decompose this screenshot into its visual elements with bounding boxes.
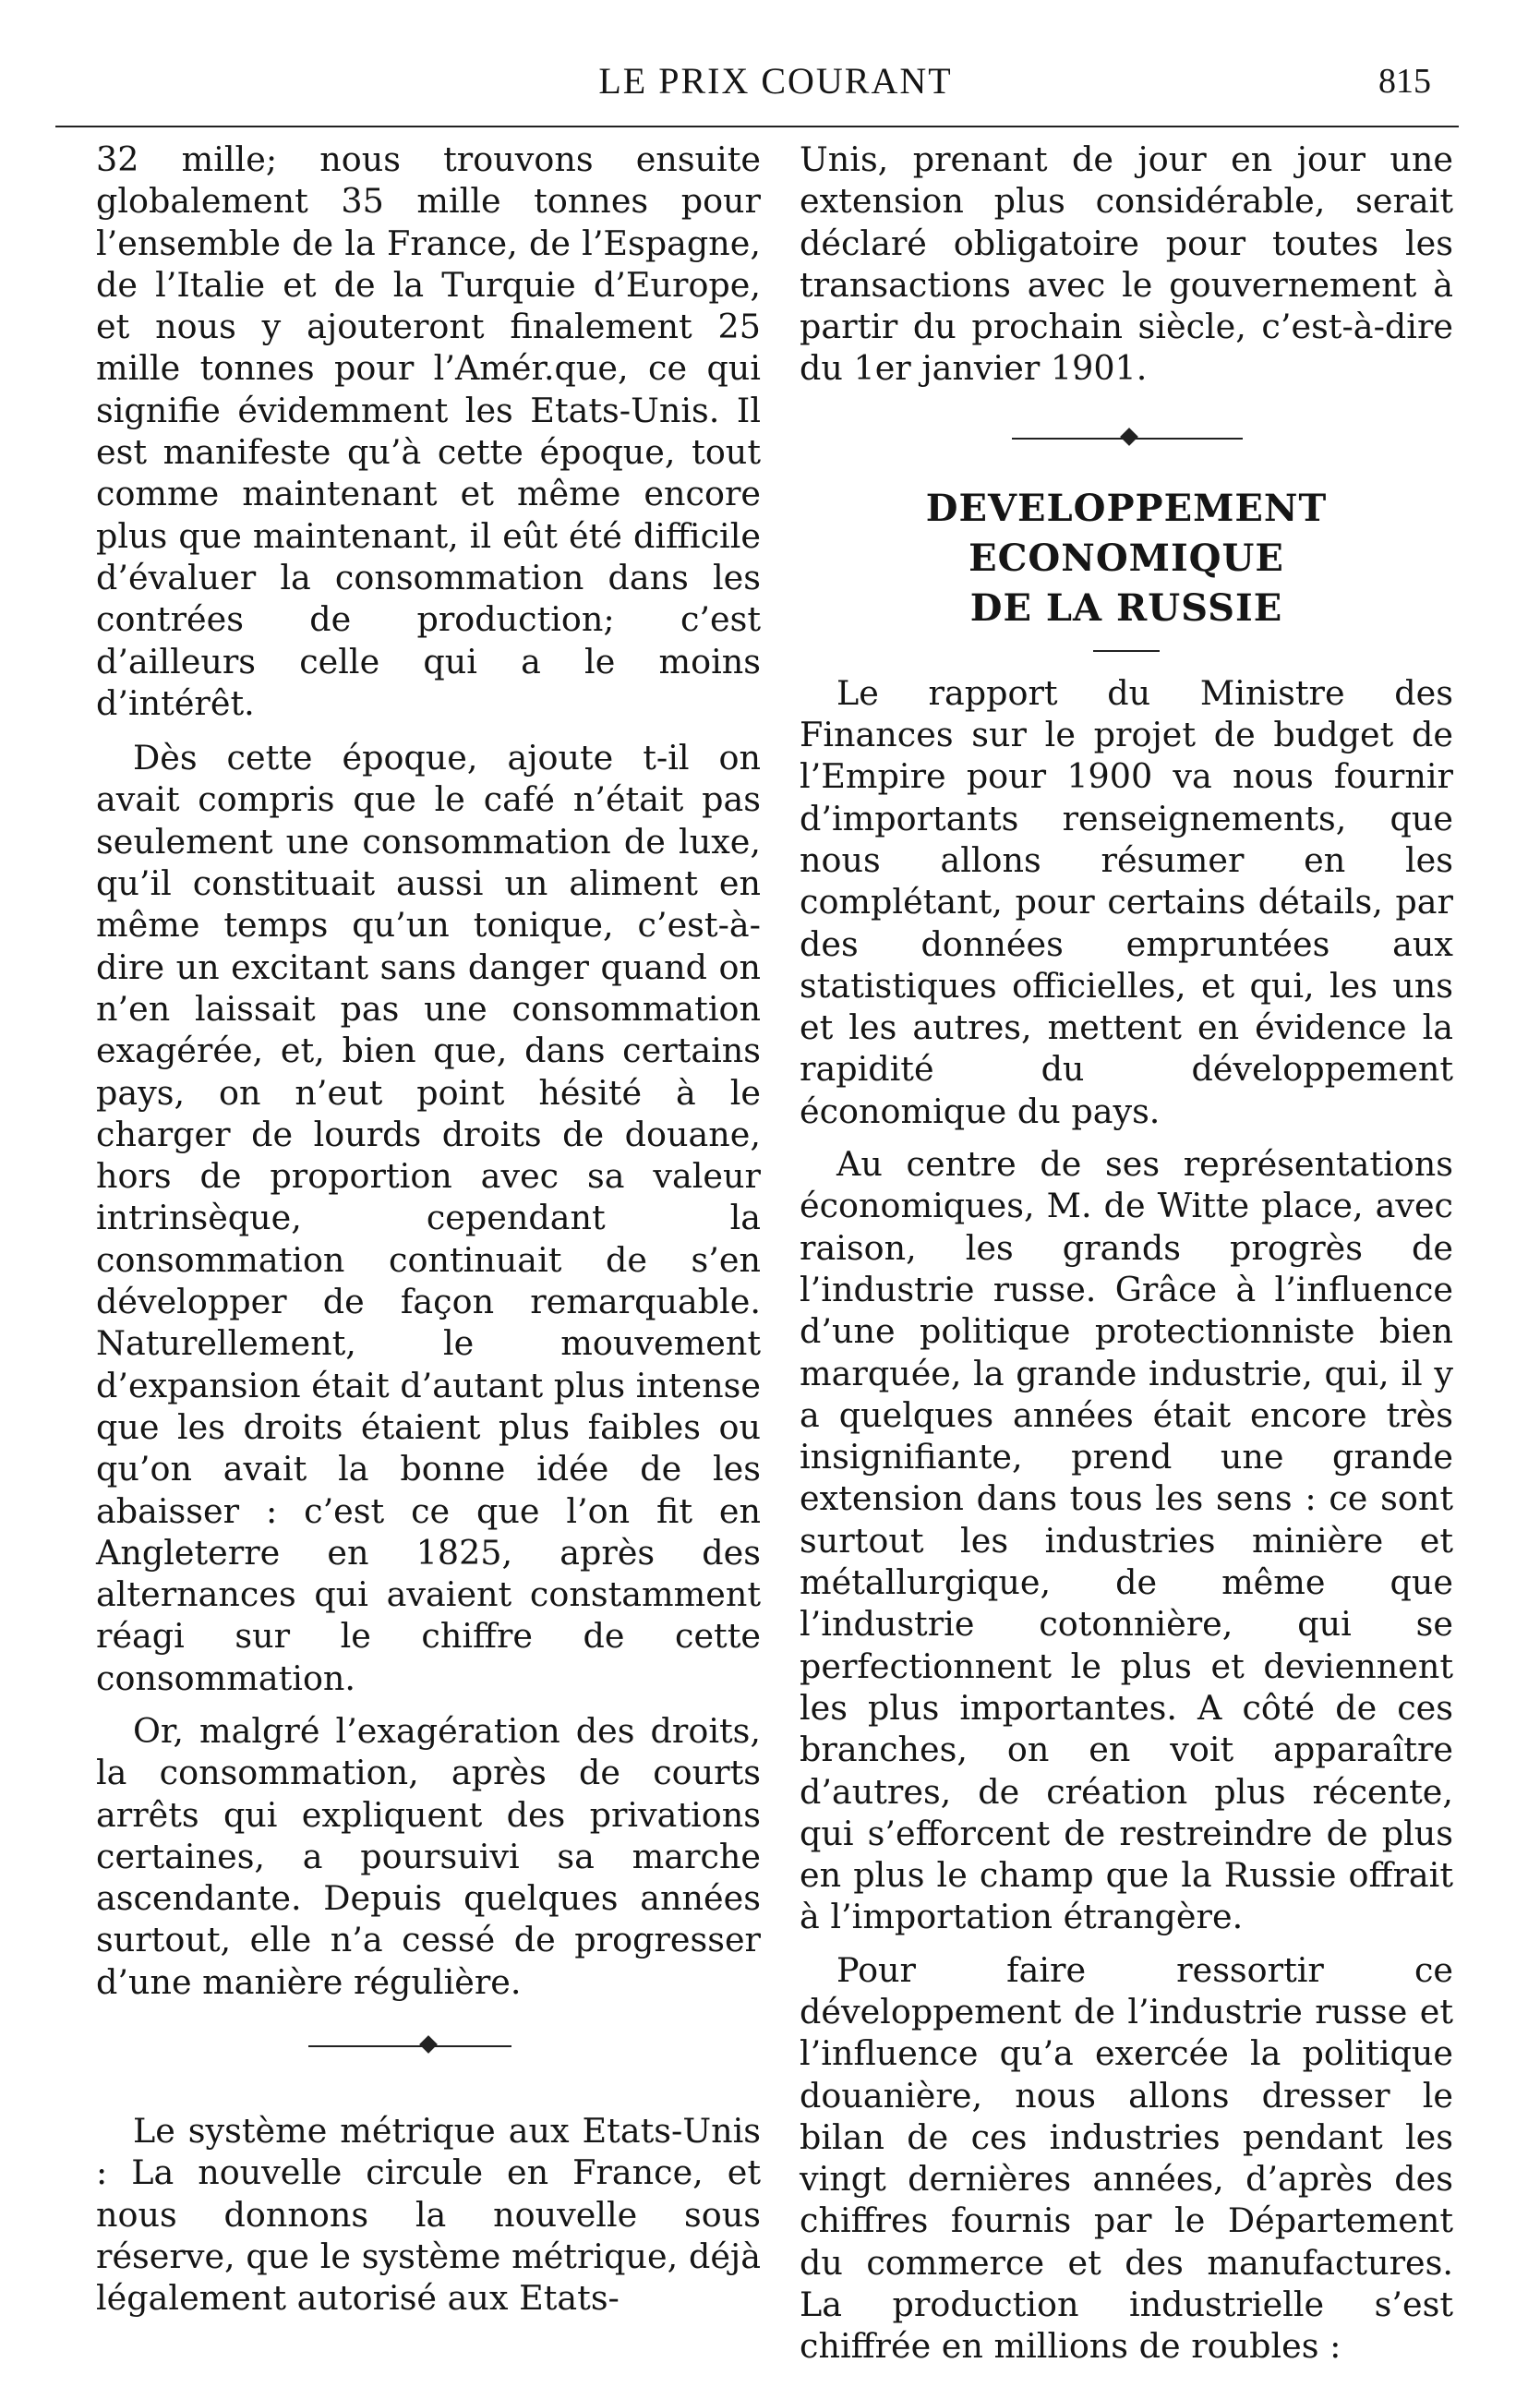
paragraph-metric-system: Le système métrique aux Etats-Unis : La nouvelle circule en France, et nous donnons la nouvelle sous réserve, que le système métrique, déjà légalement autorisé aux Etats- (96, 2111, 761, 2319)
section-divider-ornament-right (800, 417, 1453, 462)
paragraph-coffee-progress: Or, malgré l’exagération des droits, la consommation, après de courts arrêts qui expliquent des privations certaines, a poursuivi sa marche ascendante. Depuis quelques années surtout, elle n’a cessé de progresser d’une manière régulière. (96, 1710, 761, 2002)
title-underline-rule (1093, 650, 1160, 652)
right-column (800, 139, 1453, 2368)
paragraph-coffee-consumption: Dès cette époque, ajoute t-il on avait compris que le café n’était pas seulement une consommation de luxe, qu’il constituait aussi un aliment en même temps qu’un tonique, c’est-à-dire un excitant sans danger quand on n’en laissait pas une consommation exagérée, et, bien que, dans certains pays, on n’eut point hésité à le charger de lourds droits de douane, hors de proportion avec sa valeur intrinsèque, cependant la consommation continuait de s’en développer de façon remarquable. Naturellement, le mouvement d’expansion était d’autant plus intense que les droits étaient plus faibles ou qu’on avait la bonne idée de les abaisser : c’est ce que l’on fit en Angleterre en 1825, après des alternances qui avaient constamment réagi sur le chiffre de cette consommation. (96, 738, 761, 1698)
running-header-title: LE PRIX COURANT (598, 60, 953, 102)
paragraph-industry-balance: Pour faire ressortir ce développement de l’industrie russe et l’influence qu’a exercée la politique douanière, nous allons dresser le bilan de ces industries pendant les vingt dernières années, d’après des chiffres fournis par le Département du commerce et des manufactures. La production industrielle s’est chiffrée en millions de roubles : (800, 1949, 1453, 2367)
section-title-line-1: DEVELOPPEMENT ECONOMIQUE (925, 486, 1328, 580)
left-column (96, 139, 761, 2320)
paragraph-finance-report: Le rapport du Ministre des Finances sur le projet de budget de l’Empire pour 1900 va nous fournir d’importants renseignements, que nous allons résumer en les complétant, pour certains détails, par des données empruntées aux statistiques officielles, et qui, les uns et les autres, mettent en évidence la rapidité du développement économique du pays. (800, 672, 1453, 1131)
paragraph-metric-system-continued: Unis, prenant de jour en jour une extension plus considérable, serait déclaré obligatoire pour toutes les transactions avec le gouvernement à partir du prochain siècle, c’est-à-dire du 1er janvier 1901. (800, 139, 1453, 389)
header-rule (55, 126, 1459, 127)
section-title-line-2: DE LA RUSSIE (969, 585, 1283, 630)
section-divider-ornament (96, 2025, 761, 2069)
page-number: 815 (1378, 62, 1431, 101)
paragraph-industry-progress: Au centre de ses représentations économiques, M. de Witte place, avec raison, les grands progrès de l’industrie russe. Grâce à l’influence d’une politique protectionniste bien marquée, la grande industrie, qui, il y a quelques années était encore très insignifiante, prend une grande extension dans tous les sens : ce sont surtout les industries minière et métallurgique, de même que l’industrie cotonnière, qui se perfectionnent le plus et deviennent les plus importantes. A côté de ces branches, on en voit apparaître d’autres, de création plus récente, qui s’efforcent de restreindre de plus en plus le champ que la Russie offrait à l’importation étrangère. (800, 1144, 1453, 1937)
paragraph-coffee-tonnage: 32 mille; nous trouvons ensuite globalement 35 mille tonnes pour l’ensemble de la France, de l’Espagne, de l’Italie et de la Turquie d’Europe, et nous y ajouteront finalement 25 mille tonnes pour l’Amér.que, ce qui signifie évidemment les Etats-Unis. Il est manifeste qu’à cette époque, tout comme maintenant et même encore plus que maintenant, il eût été difficile d’évaluer la consommation dans les contrées de production; c’est d’ailleurs celle qui a le moins d’intérêt. (96, 139, 761, 723)
